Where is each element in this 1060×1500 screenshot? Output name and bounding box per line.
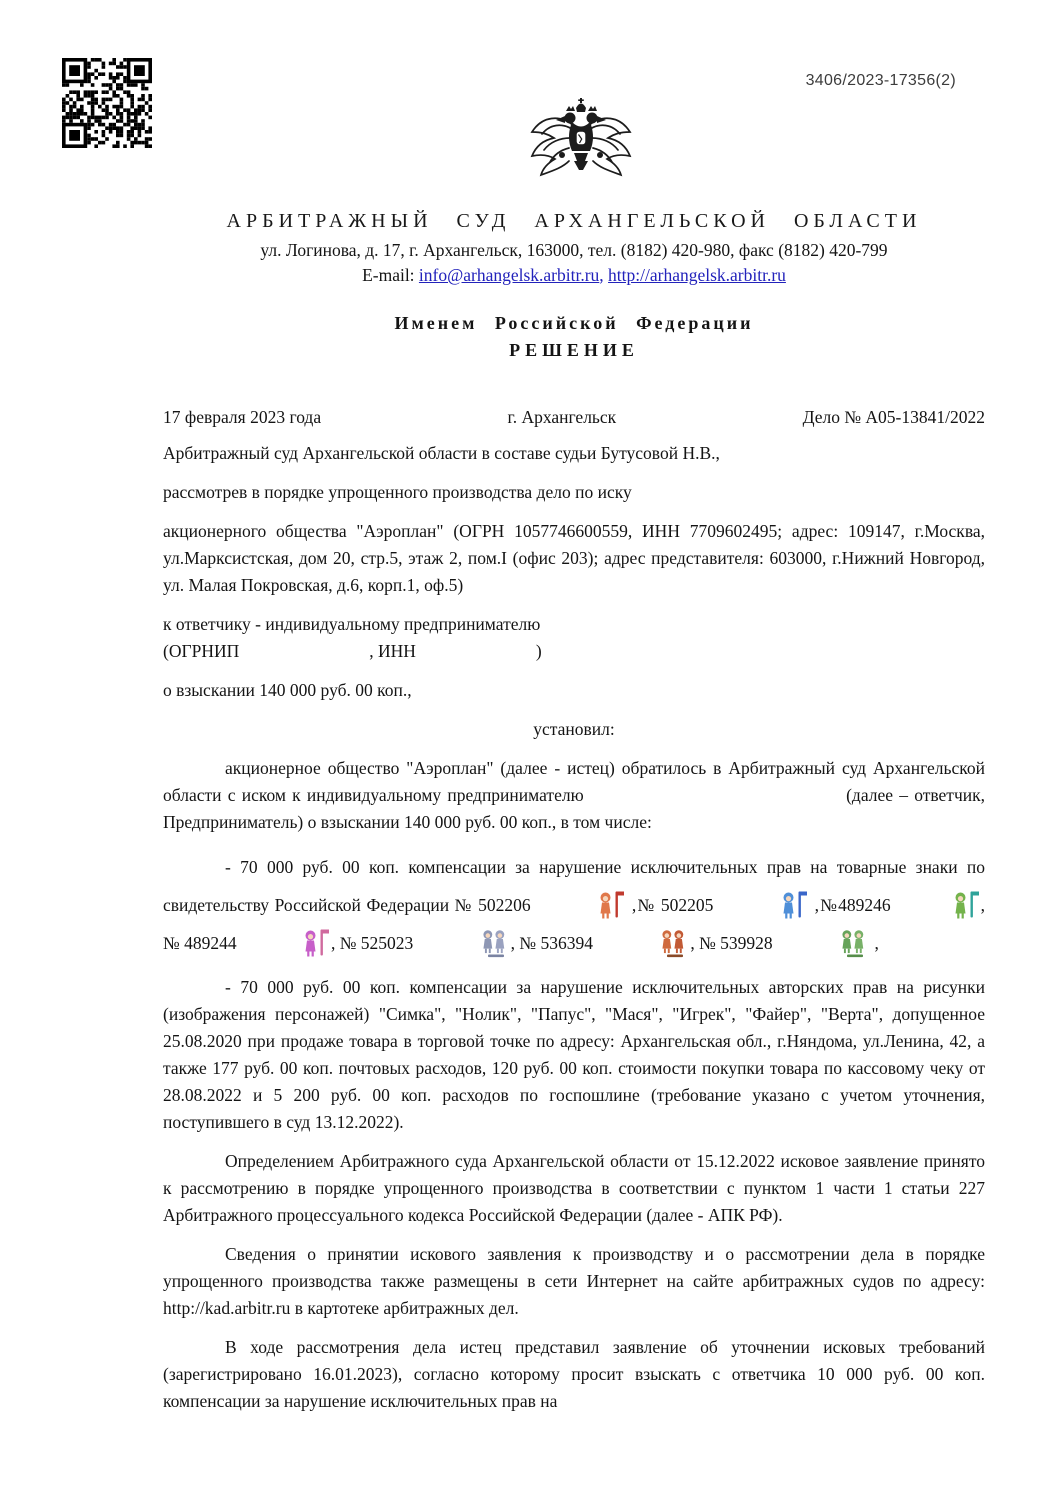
trademark-489244-character-icon xyxy=(242,928,330,958)
claim-amount: о взыскании 140 000 руб. 00 коп., xyxy=(163,680,412,700)
court-contacts xyxy=(163,265,985,286)
coat-of-arms-eagle-icon xyxy=(522,98,640,195)
trademark-525023-characters-icon xyxy=(419,928,510,958)
trademark-536394-characters-icon xyxy=(598,928,689,958)
claim-intro: акционерное общество "Аэроплан" (далее - истец) обратилось в Арбитражный суд Архангельской области с иском к индивидуальному предпринимателю (далее – ответчик, Предприниматель) о взыскании 140 000 руб. 00 коп., в том числе: xyxy=(163,758,985,832)
trademark-claim: - 70 000 руб. 00 коп. компенсации за нарушение исключительных прав на товарные знаки по свидетельству Российской Федерации № 502206 ,№ 502205 ,№489246 , № 489244 , № 525023 , № 536394 , № 539928 , xyxy=(163,848,985,962)
trademark-489246-character-icon xyxy=(892,890,980,920)
ruling-acceptance: Определением Арбитражного суда Архангельской области от 15.12.2022 исковое заявление принято к рассмотрению в порядке упрощенного производства в соответствии с пунктом 1 части 1 статьи 227 Арбитражного процессуального кодекса Российской Федерации (далее - АПК РФ). xyxy=(163,1151,985,1225)
qr-code xyxy=(62,58,152,148)
decision-date: 17 февраля 2023 года xyxy=(163,407,322,427)
case-line xyxy=(163,407,985,428)
claim-clarification: В ходе рассмотрения дела истец представил заявление об уточнении исковых требований (зарегистрировано 16.01.2023), согласно которому просит взыскать с ответчика 10 000 руб. 00 коп. компенсации за нарушение исключительных прав на xyxy=(163,1337,985,1411)
defendant-info: к ответчику - индивидуальному предпринимателю (ОГРНИП , ИНН ) xyxy=(163,614,542,661)
email-label: E-mail: xyxy=(362,265,419,285)
document-body xyxy=(163,440,985,1415)
document-stamp-number: 3406/2023-17356(2) xyxy=(805,72,956,89)
online-publication: Сведения о принятии искового заявления к производству и о рассмотрении дела в порядке упрощенного производства также размещены в сети Интернет на сайте арбитражных судов по адресу: http://kad.arbitr.ru в картотеке арбитражных дел. xyxy=(163,1244,985,1318)
court-address: ул. Логинова, д. 17, г. Архангельск, 163000, тел. (8182) 420-980, факс (8182) 420-799 xyxy=(260,240,888,260)
in-the-name-heading: Именем Российской Федерации xyxy=(394,313,754,333)
case-number: Дело № А05-13841/2022 xyxy=(802,407,985,427)
decision-city: г. Архангельск xyxy=(507,407,617,427)
decision-heading: РЕШЕНИЕ xyxy=(509,340,639,360)
ustanovil-heading: установил: xyxy=(533,719,615,739)
title-block xyxy=(163,313,985,361)
procedure-line: рассмотрев в порядке упрощенного производства дело по иску xyxy=(163,482,632,502)
copyright-claim: - 70 000 руб. 00 коп. компенсации за нарушение исключительных авторских прав на рисунки (изображения персонажей) "Симка", "Нолик", "Папус", "Мася", "Игрек", "Файер", "Верта", допущенное 25.08.2020 при продаже товара в торговой точке по адресу: Архангельская обл., г.Няндома, ул.Ленина, 42, а также 177 руб. 00 коп. почтовых расходов, 120 руб. 00 коп. стоимости покупки товара по кассовому чеку от 28.08.2022 и 5 200 руб. 00 коп. расходов по госпошлине (требование указано с учетом уточнения, поступившего в суд 13.12.2022). xyxy=(163,977,985,1132)
redacted-blank xyxy=(416,656,536,657)
court-composition: Арбитражный суд Архангельской области в составе судьи Бутусовой Н.В., xyxy=(163,443,720,463)
court-name: АРБИТРАЖНЫЙ СУД АРХАНГЕЛЬСКОЙ ОБЛАСТИ xyxy=(226,210,922,232)
site-link[interactable]: http://arhangelsk.arbitr.ru xyxy=(608,265,786,285)
trademark-539928-characters-icon xyxy=(778,928,869,958)
trademark-502206-character-icon xyxy=(537,890,625,920)
trademark-502205-character-icon xyxy=(720,890,808,920)
redacted-blank xyxy=(590,800,840,801)
plaintiff-info: акционерного общества "Аэроплан" (ОГРН 1057746600559, ИНН 7709602495; адрес: 109147, г.Москва, ул.Марксистская, дом 20, стр.5, этаж 2, пом.I (офис 203); адрес представителя: 603000, г.Нижний Новгород, ул. Малая Покровская, д.6, корп.1, оф.5) xyxy=(163,521,985,595)
link-separator: , xyxy=(599,265,609,285)
redacted-blank xyxy=(239,656,369,657)
email-link[interactable]: info@arhangelsk.arbitr.ru xyxy=(418,265,600,285)
